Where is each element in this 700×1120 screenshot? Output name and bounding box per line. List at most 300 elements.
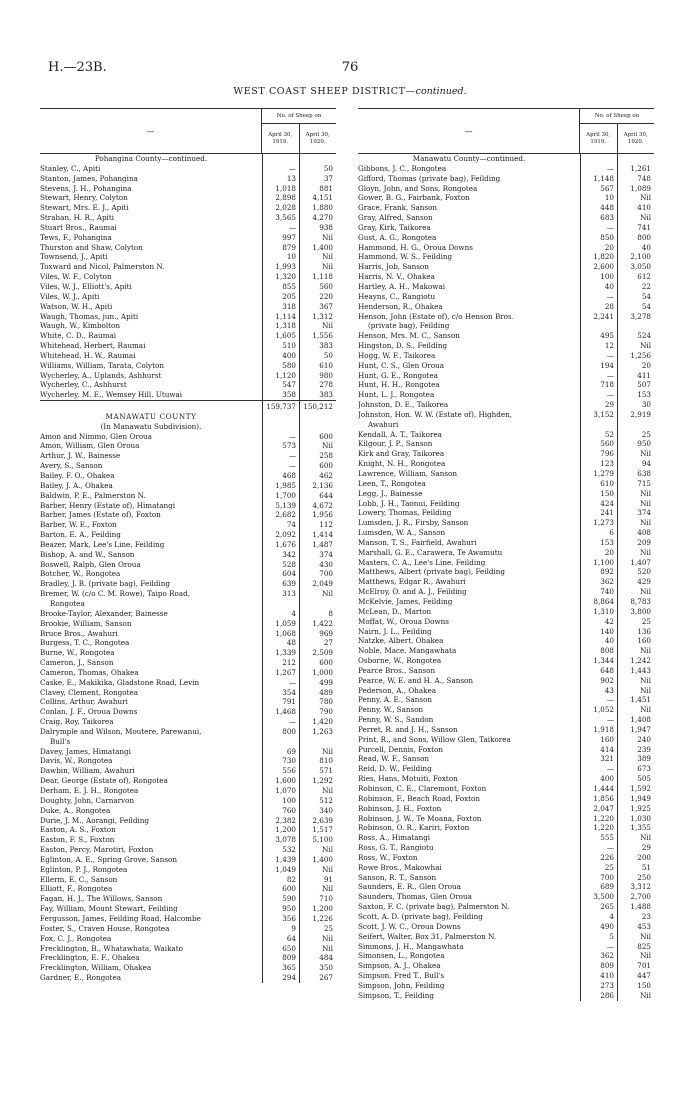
sheep-1919: — — [606, 350, 614, 360]
sheep-1920: Nil — [640, 518, 651, 528]
sheep-1919: 12 — [604, 341, 614, 351]
sheep-1920: 4,672 — [312, 500, 333, 510]
owner-name: Frecklington, B., Whatawhata, Waikato — [40, 943, 183, 953]
sheep-1919: 410 — [600, 971, 614, 981]
owner-name: Hunt, G. E., Rongotea — [358, 370, 438, 380]
sheep-1920: 1,400 — [312, 242, 333, 252]
owner-name: Hartley, A. H., Makowai — [358, 281, 446, 291]
table-row — [358, 814, 654, 824]
owner-name: Moffat, W., Oroua Downs — [358, 616, 449, 626]
table-row — [40, 451, 336, 461]
sheep-1919: 8,864 — [593, 596, 614, 606]
sheep-1919: 150 — [600, 488, 614, 498]
sheep-1920: 54 — [641, 291, 651, 301]
table-row — [358, 833, 654, 843]
sheep-1919: 683 — [600, 213, 614, 223]
owner-name: Penny, W. S., Sandon — [358, 715, 434, 725]
owner-name: Lowery, Thomas, Feilding — [358, 508, 452, 518]
sheep-1919: 1,120 — [275, 370, 296, 380]
sheep-1920: 1,256 — [630, 350, 651, 360]
table-row — [40, 361, 336, 371]
table-row — [358, 469, 654, 479]
table-row — [358, 321, 654, 331]
sheep-1920: 1,880 — [312, 203, 333, 213]
sheep-1919: 892 — [600, 567, 614, 577]
sheep-1920: 980 — [319, 370, 333, 380]
owner-name: Awahuri — [368, 419, 399, 429]
owner-name: Saunders, E. R., Glen Oroua — [358, 882, 461, 892]
owner-name: Masters, C. A., Lee's Line, Feilding — [358, 557, 486, 567]
sheep-1920: 4,270 — [312, 213, 333, 223]
table-row — [40, 371, 336, 381]
sheep-1920: 150,212 — [303, 402, 333, 412]
table-row — [40, 262, 336, 272]
sheep-1919: 3,565 — [275, 213, 296, 223]
sheep-1919: — — [606, 715, 614, 725]
table-row — [40, 825, 336, 835]
sheep-1919: 2,600 — [593, 262, 614, 272]
sheep-1919: 1,068 — [275, 628, 296, 638]
sheep-1920: 489 — [319, 687, 333, 697]
table-row — [40, 331, 336, 341]
sheep-1919: 1,320 — [275, 272, 296, 282]
sheep-1920: 741 — [637, 222, 651, 232]
table-row — [358, 882, 654, 892]
table-row — [358, 912, 654, 922]
table-row — [358, 400, 654, 410]
sheep-1919 — [580, 154, 617, 164]
sheep-1920: 25 — [641, 616, 651, 626]
owner-name: Knight, N. H., Rongotea — [358, 459, 446, 469]
sheep-1919: 556 — [282, 766, 296, 776]
table-row — [358, 686, 654, 696]
sheep-1919: 160 — [600, 734, 614, 744]
sheep-1919: 547 — [282, 380, 296, 390]
sheep-1920: Nil — [322, 589, 333, 599]
table-row — [358, 627, 654, 637]
sheep-1919: 358 — [282, 390, 296, 400]
owner-name: Nairn, J. L., Feilding — [358, 626, 432, 636]
table-row — [40, 432, 336, 442]
sheep-1919: 52 — [604, 429, 614, 439]
sheep-1919: 100 — [282, 795, 296, 805]
owner-name: Whitehead, Herbert, Raumai — [40, 341, 146, 351]
table-row — [358, 774, 654, 784]
owner-name: Penny, W., Sanson — [358, 705, 424, 715]
sheep-1919: 1,279 — [593, 469, 614, 478]
table-row — [40, 727, 336, 737]
owner-name: Craig, Roy, Taikorea — [40, 717, 114, 727]
sheep-1920: 220 — [319, 291, 333, 301]
table-row — [40, 855, 336, 865]
owner-name: Cameron, Thomas, Ohakea — [40, 667, 139, 677]
sheep-1920: 278 — [319, 380, 333, 390]
owner-name: Viles, W. J., Elliott's, Apiti — [40, 281, 132, 291]
owner-name: Kirk and Gray, Taikorea — [358, 449, 445, 459]
table-row — [358, 991, 654, 1001]
owner-name: Ellerm, E. C., Sanson — [40, 874, 118, 884]
owner-name: Marshall, G. E., Carawera, Te Awamutu — [358, 547, 503, 557]
table-row — [40, 589, 336, 599]
table-row — [358, 341, 654, 351]
sheep-1920: 209 — [637, 537, 651, 547]
page-number: 76 — [341, 60, 359, 75]
sheep-1920: 938 — [319, 222, 333, 232]
sheep-1920: 780 — [319, 697, 333, 707]
table-row — [358, 666, 654, 676]
table-row — [358, 567, 654, 577]
sheep-1919: 20 — [604, 242, 614, 252]
owner-name: Hammond, H. G., Oroua Downs — [358, 242, 473, 252]
sheep-1920: 644 — [319, 490, 333, 500]
sheep-1920 — [617, 321, 654, 331]
owner-name: Easton, Percy, Marotiri, Foxton — [40, 845, 154, 855]
owner-name: Legg, J., Bainesse — [358, 488, 423, 498]
owner-name: Reid, D. W., Feilding — [358, 764, 432, 774]
sheep-1920: 340 — [319, 805, 333, 815]
table-row — [40, 934, 336, 944]
sheep-1920: 383 — [319, 341, 333, 351]
sheep-1920: Nil — [322, 746, 333, 756]
sheep-1919: 10 — [286, 252, 296, 262]
sheep-1920: 1,956 — [312, 510, 333, 520]
sheep-1919 — [262, 412, 299, 422]
sheep-1919: 9 — [291, 923, 296, 933]
owner-name: Brooke-Taylor, Alexander, Bainesse — [40, 608, 168, 618]
owner-name: (In Manawatu Subdivision). — [100, 421, 202, 431]
table-row — [40, 569, 336, 579]
sheep-1919 — [262, 737, 299, 747]
owner-name: Easton, F. S., Foxton — [40, 835, 115, 845]
page-reference: H.—23B. — [48, 60, 107, 75]
owner-name: Hogg, W. F., Taikorea — [358, 350, 436, 360]
sheep-1919 — [580, 420, 617, 430]
owner-name: Lawrence, William, Sanson — [358, 469, 457, 478]
owner-name: Pearce, W. E. and H. A., Sanson — [358, 675, 474, 685]
table-row — [40, 766, 336, 776]
sheep-1919: 648 — [600, 665, 614, 675]
owner-name: Simpson, T., Feilding — [358, 990, 435, 1000]
sheep-1920: 1,263 — [312, 726, 333, 736]
table-row — [358, 312, 654, 322]
table-row — [40, 292, 336, 302]
sheep-1920: 1,949 — [630, 793, 651, 803]
sheep-1920: 610 — [319, 360, 333, 370]
table-row — [40, 579, 336, 589]
sheep-1919: 560 — [600, 439, 614, 449]
sheep-1919: 3,078 — [275, 835, 296, 845]
sheep-1920: Nil — [640, 685, 651, 695]
sheep-1919: 356 — [282, 913, 296, 923]
owner-name: Heayns, C., Rangiotu — [358, 291, 436, 301]
sheep-1919: 25 — [604, 862, 614, 872]
sheep-1919: 1,676 — [275, 539, 296, 549]
table-row — [358, 971, 654, 981]
sheep-1920 — [299, 154, 336, 164]
owner-name: Caske, E., Makikika, Gladstone Road, Levin — [40, 677, 200, 687]
table-row — [40, 796, 336, 806]
sheep-1920: Nil — [640, 646, 651, 656]
table-row — [358, 981, 654, 991]
sheep-1919: 28 — [604, 301, 614, 311]
sheep-1919: 1,100 — [593, 557, 614, 567]
table-row — [358, 164, 654, 174]
sheep-1920: 350 — [319, 963, 333, 973]
table-row — [40, 312, 336, 322]
sheep-1920: Nil — [640, 587, 651, 597]
owner-name: Stanton, James, Pohangina — [40, 173, 138, 183]
sheep-1920: 1,947 — [630, 724, 651, 734]
table-row — [40, 756, 336, 766]
sheep-1919: 700 — [600, 872, 614, 882]
sheep-1919: 510 — [282, 341, 296, 351]
sheep-1920: 240 — [637, 734, 651, 744]
table-row — [40, 243, 336, 253]
sheep-1919: 1,856 — [593, 793, 614, 803]
sheep-1919: 29 — [604, 400, 614, 410]
table-row — [358, 764, 654, 774]
owner-name: Sanson, R. T., Sanson — [358, 872, 437, 882]
owner-name: Gower, B. G., Fairbank, Foxton — [358, 193, 470, 203]
table-row — [358, 184, 654, 194]
sheep-1919: 48 — [286, 638, 296, 648]
sheep-1919: 69 — [286, 746, 296, 756]
sheep-1920: 367 — [319, 301, 333, 311]
owner-name: Cameron, J., Sanson — [40, 658, 114, 668]
owner-name: Lumsden, J. R., Firsby, Sanson — [358, 518, 469, 528]
owner-name: Gray, Alfred, Sanson — [358, 213, 433, 223]
sheep-1920: 40 — [641, 242, 651, 252]
sheep-1919: 809 — [282, 953, 296, 963]
table-row — [40, 786, 336, 796]
section-heading — [358, 154, 654, 164]
sheep-1920: 51 — [641, 862, 651, 872]
owner-name: Davey, James, Himatangi — [40, 746, 131, 756]
table-row — [358, 922, 654, 932]
sheep-1919: 5,139 — [275, 500, 296, 510]
sheep-1919: — — [288, 222, 296, 232]
total-row — [40, 400, 336, 412]
sheep-1920: Nil — [640, 498, 651, 508]
table-row — [358, 577, 654, 587]
owner-name: Bradley, J. B. (private bag), Feilding — [40, 579, 170, 589]
sheep-1920: 4,151 — [312, 193, 333, 203]
owner-name: Williams, William, Tarata, Colyton — [40, 360, 164, 370]
sheep-1920: 430 — [319, 559, 333, 569]
table-row — [40, 638, 336, 648]
sheep-1919: 800 — [282, 726, 296, 736]
table-row — [40, 973, 336, 983]
table-row — [40, 481, 336, 491]
owner-name: Eglinton, P. J., Rongotea — [40, 864, 128, 874]
owner-name: Strahan, H. R., Apiti — [40, 213, 115, 223]
owner-name: Ries, Hans, Motuiti, Foxton — [358, 774, 458, 784]
owner-name: Dawbin, William, Awahuri — [40, 766, 135, 776]
sheep-1919: 639 — [282, 579, 296, 589]
sheep-1920: 560 — [319, 281, 333, 291]
table-row — [40, 213, 336, 223]
sheep-1920: Nil — [640, 931, 651, 941]
owner-name: Noble, Mace, Mangawhata — [358, 646, 457, 656]
table-row — [40, 390, 336, 400]
owner-name: Johnston, D. E., Taikorea — [358, 400, 449, 410]
sheep-1920: 50 — [323, 163, 333, 173]
sheep-1920: 600 — [319, 461, 333, 471]
owner-name: Barber, W. E., Foxton — [40, 520, 117, 530]
sheep-1920: 8,783 — [630, 596, 651, 606]
table-row — [40, 341, 336, 351]
owner-name: Easton, A. S., Foxton — [40, 825, 116, 835]
sheep-1919: 1,267 — [275, 667, 296, 677]
owner-name: Pederson, A., Ohakea — [358, 685, 437, 695]
name-column-header: — — [464, 126, 473, 136]
sheep-1920: 239 — [637, 744, 651, 754]
table-row — [358, 932, 654, 942]
sheep-1920: 2,136 — [312, 480, 333, 490]
table-row — [358, 252, 654, 262]
owner-name: Simpson, Fred T., Bull's — [358, 971, 445, 981]
sheep-1919: 1,993 — [275, 262, 296, 272]
owner-name: Bruce Bros., Awahuri — [40, 628, 118, 638]
table-row — [40, 629, 336, 639]
sheep-1920: 389 — [637, 754, 651, 764]
sheep-1919: 2,092 — [275, 530, 296, 540]
april-1920-header: April 30, 1920. — [299, 124, 337, 153]
april-1919-header: April 30, 1919. — [586, 131, 611, 145]
owner-name: Kendall, A. T., Taikorea — [358, 429, 442, 439]
owner-name: Gardner, E., Rongotea — [40, 973, 121, 983]
table-row — [358, 715, 654, 725]
sheep-1920: 1,451 — [630, 695, 651, 705]
sheep-1920: 790 — [319, 707, 333, 717]
owner-name: Viles, W. J., Apiti — [40, 291, 100, 301]
owner-name: Durie, J. M., Aorangi, Feilding — [40, 815, 149, 825]
sheep-1920: Nil — [322, 441, 333, 451]
owner-name: Avery, S., Sanson — [40, 461, 103, 471]
owner-name: Beazer, Mark, Lee's Line, Feilding — [40, 539, 165, 549]
sheep-1919: 400 — [600, 774, 614, 784]
sheep-1919: 159,737 — [266, 402, 296, 412]
table-row — [358, 243, 654, 253]
section-heading — [40, 412, 336, 422]
sheep-1919 — [262, 154, 299, 164]
sheep-1920: Nil — [322, 933, 333, 943]
sheep-1919: 1,439 — [275, 854, 296, 864]
sheep-1920: 3,800 — [630, 606, 651, 616]
sheep-1919: 42 — [604, 616, 614, 626]
sheep-1919: 6 — [609, 528, 614, 538]
owner-name: Lumsden, W. A., Sanson — [358, 528, 446, 538]
owner-name: Clavey, Clement, Rongotea — [40, 687, 139, 697]
table-row — [40, 737, 336, 747]
sheep-1920: 2,049 — [312, 579, 333, 589]
table-row — [40, 491, 336, 501]
table-row — [358, 439, 654, 449]
sheep-1919: 740 — [600, 587, 614, 597]
owner-name: Scott, J. W. C., Oroua Downs — [358, 921, 461, 931]
sheep-1920: 1,242 — [630, 656, 651, 666]
table-row — [358, 587, 654, 597]
owner-name: Simpson, John, Feilding — [358, 980, 445, 990]
owner-name: Robinson, C. E., Claremont, Foxton — [358, 784, 487, 793]
sheep-1920: 374 — [637, 508, 651, 518]
sheep-1920: 374 — [319, 549, 333, 559]
table-row — [40, 550, 336, 560]
sheep-1919: — — [288, 451, 296, 461]
sheep-1920: 411 — [637, 370, 651, 380]
sheep-1919: 1,220 — [593, 823, 614, 833]
sheep-1920: 258 — [319, 451, 333, 461]
sheep-1919: 153 — [600, 537, 614, 547]
table-row — [358, 292, 654, 302]
sheep-1919: 590 — [282, 894, 296, 904]
sheep-1920: 447 — [637, 971, 651, 981]
owner-name: Grace, Frank, Sanson — [358, 203, 438, 213]
sheep-1919: 140 — [600, 626, 614, 636]
table-row — [358, 528, 654, 538]
sheep-1920: Nil — [640, 833, 651, 843]
sheep-1919: 1,059 — [275, 618, 296, 628]
owner-name: Pohangina County—continued. — [94, 154, 208, 163]
table-header — [40, 109, 336, 154]
table-row — [358, 705, 654, 715]
owner-name: Gray, Kirk, Taikorea — [358, 222, 431, 232]
table-row — [358, 479, 654, 489]
sheep-1919: 580 — [282, 360, 296, 370]
table-row — [40, 688, 336, 698]
sheep-1920: 1,407 — [630, 557, 651, 567]
table-row — [358, 843, 654, 853]
sheep-1920: Nil — [322, 845, 333, 855]
sheep-1920: 484 — [319, 953, 333, 963]
owner-name: Leen, T., Rongotea — [358, 478, 426, 488]
sheep-1920: 20 — [641, 360, 651, 370]
sheep-1919: 294 — [282, 973, 296, 983]
table-row — [40, 717, 336, 727]
sheep-1919: 532 — [282, 845, 296, 855]
sheep-1920: 1,422 — [312, 618, 333, 628]
table-row — [40, 697, 336, 707]
sheep-1919: 902 — [600, 675, 614, 685]
owner-name: Saxton, F. C. (private bag), Palmerston N. — [358, 902, 510, 912]
owner-name: Read, W. F., Sanson — [358, 754, 430, 764]
sheep-1919: 226 — [600, 852, 614, 862]
owner-name: Simmons, J. H., Mangawhata — [358, 941, 464, 951]
table-row — [358, 223, 654, 233]
owner-name: Waugh, Thomas, jun., Apiti — [40, 311, 139, 321]
april-1920-header: April 30, 1920. — [617, 124, 655, 153]
table-row — [358, 351, 654, 361]
owner-name: Bailey, J. A., Ohakea — [40, 480, 113, 490]
sheep-1919: — — [606, 764, 614, 774]
sheep-1920: Nil — [322, 321, 333, 331]
sheep-1919: 730 — [282, 756, 296, 766]
table-row — [40, 668, 336, 678]
sheep-1919: 468 — [282, 471, 296, 480]
sheep-1920: 1,925 — [630, 803, 651, 813]
table-row — [40, 776, 336, 786]
table-row — [40, 441, 336, 451]
owner-name: Gifford, Thomas (private bag), Feilding — [358, 173, 501, 183]
table-row — [358, 213, 654, 223]
sheep-1920: 512 — [319, 795, 333, 805]
sheep-1920: 50 — [323, 350, 333, 360]
owner-name: Bremer, W. (c/o C. M. Rowe), Taipo Road, — [40, 589, 191, 599]
sheep-1919: 567 — [600, 183, 614, 193]
table-row — [40, 894, 336, 904]
table-row — [358, 656, 654, 666]
sheep-1919: 1,052 — [593, 705, 614, 715]
